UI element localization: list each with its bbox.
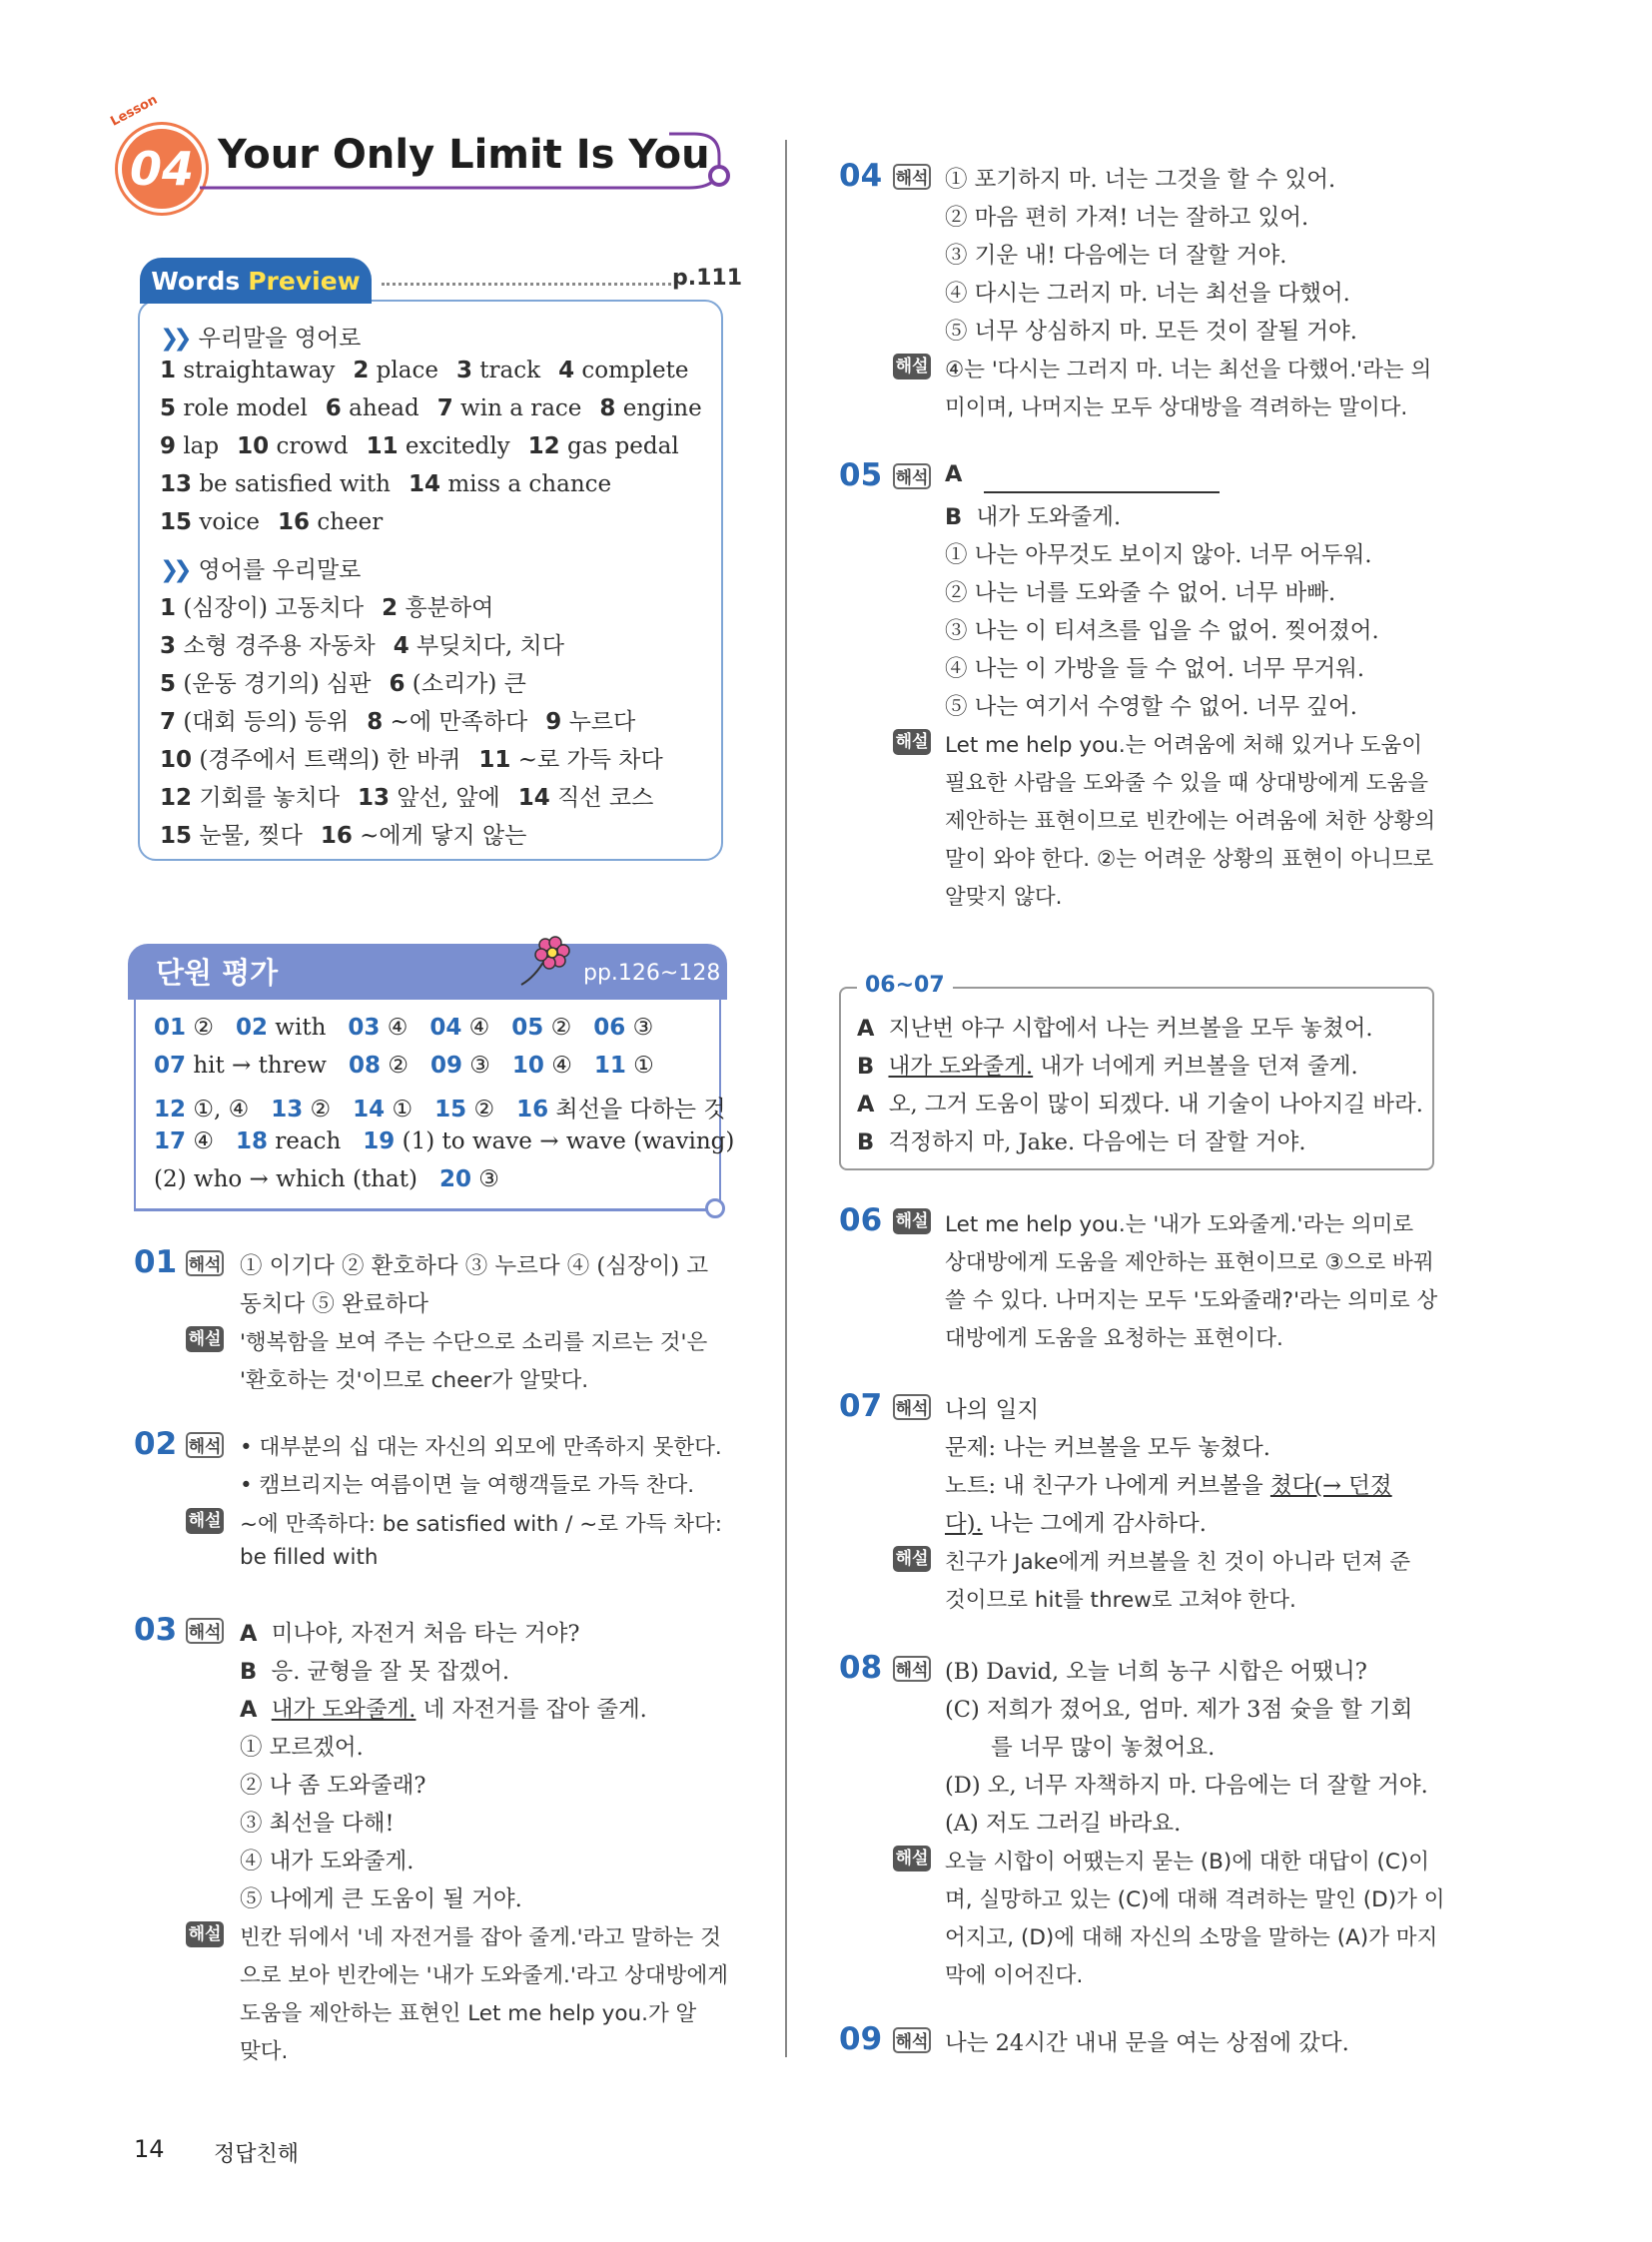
- item-text: 직선 코스: [557, 785, 654, 811]
- column-divider: [785, 140, 787, 2057]
- item-text: place: [376, 358, 438, 383]
- item-text: voice: [199, 509, 261, 535]
- page-number: 14: [134, 2135, 165, 2163]
- item-number: 05: [511, 1015, 544, 1041]
- item-number: 7: [160, 709, 177, 735]
- item-number: 12: [527, 433, 560, 459]
- question-number: 09: [839, 2021, 883, 2057]
- item-text: 누르다: [568, 709, 636, 735]
- translation-line: • 대부분의 십 대는 자신의 외모에 만족하지 못한다.: [240, 1435, 722, 1460]
- dialogue-line: (A) 저도 그러길 바라요.: [945, 1811, 1182, 1837]
- item-text: 기회를 놓치다: [199, 785, 340, 811]
- item-number: 1: [160, 595, 177, 621]
- section-title-en-to-ko: ❯❯ 영어를 우리말로: [160, 557, 362, 583]
- item-text: (운동 경기의) 심판: [183, 671, 372, 697]
- item-text: crowd: [276, 433, 349, 459]
- divider-end-dot: [705, 1198, 725, 1218]
- translation-line: 나의 일지: [945, 1397, 1040, 1423]
- question-number: 04: [839, 158, 883, 194]
- item-number: 10: [237, 433, 270, 459]
- explanation-badge: 해설: [186, 1921, 224, 1947]
- vocab-row: [160, 779, 653, 812]
- explanation-line: 제안하는 표현이므로 빈칸에는 어려움에 처한 상황의: [945, 809, 1436, 834]
- item-number: 01: [154, 1015, 187, 1041]
- translation-line: ① 이기다 ② 환호하다 ③ 누르다 ④ (심장이) 고: [240, 1253, 709, 1279]
- explanation-line: be filled with: [240, 1545, 379, 1570]
- item-number: 04: [429, 1015, 462, 1041]
- item-text: complete: [581, 358, 689, 383]
- vocab-row: [160, 817, 526, 850]
- explanation-line: 맞다.: [240, 2039, 289, 2064]
- explanation-line: 것이므로 hit를 threw로 고쳐야 한다.: [945, 1588, 1296, 1613]
- answer-row: [154, 1053, 654, 1079]
- item-text: win a race: [460, 395, 582, 421]
- item-number: 5: [160, 671, 177, 697]
- words-preview-title-b: Preview: [248, 266, 361, 296]
- item-text: be satisfied with: [199, 471, 391, 497]
- item-number: 15: [434, 1097, 467, 1122]
- item-text: ~에게 닿지 않는: [360, 823, 527, 849]
- answer-row: [154, 1166, 499, 1192]
- dialogue-line: A 오, 그거 도움이 많이 되겠다. 내 기술이 나아지길 바라.: [857, 1092, 1423, 1118]
- flower-icon: [515, 929, 581, 991]
- vocab-row: [160, 433, 679, 459]
- words-preview-tab: [140, 258, 372, 304]
- item-number: 03: [348, 1015, 381, 1041]
- answer-row: [154, 1015, 653, 1041]
- dialogue-line: B 응. 균형을 잘 못 잡겠어.: [240, 1659, 509, 1685]
- item-text: miss a chance: [447, 471, 612, 497]
- item-text: ④: [387, 1015, 409, 1041]
- item-number: 13: [160, 471, 193, 497]
- item-number: 11: [593, 1053, 626, 1079]
- item-text: (소리가) 큰: [412, 671, 526, 697]
- explanation-line: 미이며, 나머지는 모두 상대방을 격려하는 말이다.: [945, 395, 1408, 420]
- option-line: ② 나 좀 도와줄래?: [240, 1773, 426, 1799]
- option-line: ④ 내가 도와줄게.: [240, 1849, 414, 1874]
- item-text: 눈물, 찢다: [199, 823, 303, 849]
- item-text: 소형 경주용 자동차: [183, 633, 376, 659]
- explanation-line: Let me help you.는 어려움에 처해 있거나 도움이: [945, 733, 1423, 758]
- translation-line: 다). 나는 그에게 감사하다.: [945, 1511, 1207, 1537]
- item-text: hit → threw: [193, 1053, 327, 1079]
- option-line: ② 마음 편히 가져! 너는 잘하고 있어.: [945, 205, 1309, 231]
- item-text: lap: [183, 433, 220, 459]
- item-number: 09: [429, 1053, 462, 1079]
- item-text: straightaway: [183, 358, 336, 383]
- item-text: ~에 만족하다: [390, 709, 528, 735]
- dialogue-line: A: [945, 461, 963, 487]
- explanation-line: ~에 만족하다: be satisfied with / ~로 가득 차다:: [240, 1512, 723, 1537]
- vocab-row: [160, 509, 383, 535]
- dialogue-line: B 내가 도와줄게. 내가 너에게 커브볼을 던져 줄게.: [857, 1054, 1358, 1080]
- item-text: ②: [550, 1015, 572, 1041]
- item-number: 18: [235, 1128, 268, 1154]
- question-number: 08: [839, 1650, 883, 1686]
- dialogue-line: B 걱정하지 마, Jake. 다음에는 더 잘할 거야.: [857, 1129, 1306, 1155]
- item-text: ②: [193, 1015, 214, 1041]
- translation-line: 문제: 나는 커브볼을 모두 놓쳤다.: [945, 1435, 1270, 1461]
- item-text: 최선을 다하는 것: [555, 1097, 726, 1122]
- dialogue-line: A 내가 도와줄게. 네 자전거를 잡아 줄게.: [240, 1697, 647, 1723]
- explanation-line: 어지고, (D)에 대해 자신의 소망을 말하는 (A)가 마지: [945, 1925, 1438, 1950]
- explanation-badge: 해설: [893, 1208, 931, 1234]
- item-number: 1: [160, 358, 177, 383]
- lesson-number-badge: 04: [118, 125, 206, 213]
- item-text: ~로 가득 차다: [517, 747, 663, 773]
- item-text: with: [275, 1015, 327, 1041]
- item-number: 9: [160, 433, 177, 459]
- item-number: 11: [478, 747, 511, 773]
- item-number: 15: [160, 823, 193, 849]
- option-line: ③ 기운 내! 다음에는 더 잘할 거야.: [945, 243, 1287, 269]
- item-number: 14: [408, 471, 440, 497]
- question-number: 06: [839, 1202, 883, 1238]
- item-text: excitedly: [405, 433, 510, 459]
- explanation-line: 친구가 Jake에게 커브볼을 친 것이 아니라 던져 준: [945, 1550, 1411, 1575]
- item-number: 6: [325, 395, 342, 421]
- explanation-line: 도움을 제안하는 표현인 Let me help you.가 알: [240, 2001, 697, 2026]
- chevron-icon: ❯❯: [160, 557, 187, 583]
- item-number: 19: [363, 1128, 396, 1154]
- item-text: ①: [633, 1053, 654, 1079]
- item-number: 14: [517, 785, 550, 811]
- explanation-badge: 해설: [186, 1508, 224, 1534]
- dialogue-line: 를 너무 많이 놓쳤어요.: [991, 1735, 1216, 1761]
- item-number: 02: [235, 1015, 268, 1041]
- item-text: ②: [310, 1097, 332, 1122]
- item-text: (경주에서 트랙의) 한 바퀴: [199, 747, 461, 773]
- item-number: 06: [593, 1015, 626, 1041]
- option-line: ① 포기하지 마. 너는 그것을 할 수 있어.: [945, 167, 1336, 193]
- option-line: ③ 나는 이 티셔츠를 입을 수 없어. 찢어졌어.: [945, 618, 1379, 644]
- option-line: ⑤ 나는 여기서 수영할 수 없어. 너무 깊어.: [945, 694, 1357, 720]
- chevron-icon: ❯❯: [160, 326, 187, 352]
- item-number: 07: [154, 1053, 187, 1079]
- item-text: (2) who → which (that): [154, 1166, 417, 1192]
- translation-badge: 해석: [893, 1656, 931, 1682]
- explanation-line: 빈칸 뒤에서 '네 자전거를 잡아 줄게.'라고 말하는 것: [240, 1925, 721, 1950]
- item-number: 7: [436, 395, 453, 421]
- dialogue-line: (D) 오, 너무 자책하지 마. 다음에는 더 잘할 거야.: [945, 1773, 1428, 1799]
- item-number: 8: [599, 395, 616, 421]
- item-number: 4: [393, 633, 410, 659]
- option-line: ⑤ 나에게 큰 도움이 될 거야.: [240, 1886, 522, 1912]
- item-number: 13: [271, 1097, 304, 1122]
- option-line: ④ 다시는 그러지 마. 너는 최선을 다했어.: [945, 281, 1350, 307]
- item-text: 앞선, 앞에: [397, 785, 500, 811]
- vocab-row: [160, 703, 635, 736]
- item-text: ④: [551, 1053, 572, 1079]
- unit-eval-pages: pp.126~128: [583, 961, 721, 986]
- vocab-row: [160, 471, 611, 497]
- question-number: 01: [134, 1244, 178, 1280]
- answer-row: [154, 1091, 726, 1123]
- item-text: (대회 등의) 등위: [183, 709, 350, 735]
- explanation-badge: 해설: [186, 1326, 224, 1352]
- explanation-badge: 해설: [893, 354, 931, 379]
- translation-line: 나는 24시간 내내 문을 여는 상점에 갔다.: [945, 2030, 1349, 2056]
- item-number: 10: [511, 1053, 544, 1079]
- item-text: track: [479, 358, 541, 383]
- item-text: ④: [468, 1015, 490, 1041]
- item-number: 12: [154, 1097, 187, 1122]
- header-underline: [200, 126, 739, 206]
- item-number: 2: [382, 595, 399, 621]
- unit-eval-title: 단원 평가: [156, 956, 279, 990]
- dialogue-line: (B) David, 오늘 너희 농구 시합은 어땠니?: [945, 1659, 1367, 1685]
- dialogue-line: A 미나야, 자전거 처음 타는 거야?: [240, 1621, 580, 1647]
- lesson-title: Your Only Limit Is You: [218, 132, 710, 178]
- item-number: 3: [455, 358, 472, 383]
- question-number: 07: [839, 1388, 883, 1424]
- explanation-badge: 해설: [893, 1546, 931, 1572]
- item-text: (심장이) 고동치다: [183, 595, 365, 621]
- option-line: ② 나는 너를 도와줄 수 없어. 너무 바빠.: [945, 580, 1336, 606]
- translation-line: 동치다 ⑤ 완료하다: [240, 1291, 428, 1317]
- option-line: ① 나는 아무것도 보이지 않아. 너무 어두워.: [945, 542, 1372, 568]
- item-number: 8: [367, 709, 384, 735]
- explanation-line: ④는 '다시는 그러지 마. 너는 최선을 다했어.'라는 의: [945, 358, 1432, 382]
- item-number: 17: [154, 1128, 187, 1154]
- words-preview-page: p.111: [672, 266, 743, 291]
- dialogue-box-label: 06~07: [857, 973, 953, 998]
- item-text: 부딪치다, 치다: [416, 633, 564, 659]
- explanation-line: 대방에게 도움을 요청하는 표현이다.: [945, 1326, 1283, 1351]
- question-number: 02: [134, 1426, 178, 1462]
- explanation-line: '행복함을 보여 주는 수단으로 소리를 지르는 것'은: [240, 1330, 708, 1355]
- item-number: 13: [357, 785, 390, 811]
- item-text: reach: [275, 1128, 342, 1154]
- option-line: ① 모르겠어.: [240, 1735, 364, 1761]
- item-number: 16: [516, 1097, 549, 1122]
- item-text: ahead: [349, 395, 419, 421]
- translation-badge: 해석: [186, 1618, 224, 1644]
- dialogue-line: B 내가 도와줄게.: [945, 504, 1122, 530]
- translation-badge: 해석: [893, 1394, 931, 1420]
- words-preview-title-a: Words: [151, 266, 241, 296]
- item-text: ④: [193, 1128, 214, 1154]
- item-number: 08: [348, 1053, 381, 1079]
- translation-line: 노트: 내 친구가 나에게 커브볼을 쳤다(→ 던졌: [945, 1473, 1392, 1499]
- dialogue-line: (C) 저희가 졌어요, 엄마. 제가 3점 슛을 할 기회: [945, 1697, 1413, 1723]
- vocab-row: [160, 589, 493, 622]
- item-number: 16: [278, 509, 311, 535]
- translation-badge: 해석: [893, 2027, 931, 2053]
- translation-line: • 캠브리지는 여름이면 늘 여행객들로 가득 찬다.: [240, 1473, 695, 1498]
- item-number: 9: [545, 709, 562, 735]
- item-text: ②: [388, 1053, 409, 1079]
- divider: [134, 1208, 711, 1211]
- vocab-row: [160, 358, 688, 383]
- item-number: 2: [353, 358, 370, 383]
- dialogue-line: A 지난번 야구 시합에서 나는 커브볼을 모두 놓쳤어.: [857, 1016, 1373, 1042]
- explanation-badge: 해설: [893, 729, 931, 755]
- item-text: ②: [473, 1097, 495, 1122]
- explanation-line: '환호하는 것'이므로 cheer가 알맞다.: [240, 1368, 589, 1393]
- item-number: 4: [558, 358, 575, 383]
- item-text: role model: [183, 395, 308, 421]
- explanation-line: 으로 보아 빈칸에는 '내가 도와줄게.'라고 상대방에게: [240, 1963, 728, 1988]
- item-text: ③: [632, 1015, 654, 1041]
- item-text: ③: [478, 1166, 499, 1192]
- item-text: gas pedal: [567, 433, 679, 459]
- option-line: ⑤ 너무 상심하지 마. 모든 것이 잘될 거야.: [945, 319, 1357, 345]
- item-number: 11: [366, 433, 399, 459]
- item-number: 5: [160, 395, 177, 421]
- item-number: 6: [389, 671, 406, 697]
- question-number: 05: [839, 457, 883, 493]
- item-number: 10: [160, 747, 193, 773]
- item-number: 12: [160, 785, 193, 811]
- item-text: ①, ④: [193, 1097, 250, 1122]
- vocab-row: [160, 665, 526, 698]
- explanation-line: 오늘 시합이 어땠는지 묻는 (B)에 대한 대답이 (C)이: [945, 1850, 1429, 1874]
- answer-row: [154, 1128, 734, 1154]
- section-title-ko-to-en: ❯❯ 우리말을 영어로: [160, 326, 362, 352]
- explanation-line: 쓸 수 있다. 나머지는 모두 '도와줄래?'라는 의미로 상: [945, 1288, 1438, 1313]
- explanation-line: 필요한 사람을 도와줄 수 있을 때 상대방에게 도움을: [945, 771, 1428, 796]
- lesson-tag: Lesson: [108, 92, 161, 130]
- item-text: engine: [622, 395, 702, 421]
- item-number: 16: [320, 823, 353, 849]
- question-number: 03: [134, 1612, 178, 1648]
- explanation-line: Let me help you.는 '내가 도와줄게.'라는 의미로: [945, 1212, 1414, 1237]
- item-number: 3: [160, 633, 177, 659]
- vocab-row: [160, 627, 564, 660]
- explanation-line: 막에 이어진다.: [945, 1963, 1084, 1988]
- explanation-line: 상대방에게 도움을 제안하는 표현이므로 ③으로 바꿔: [945, 1250, 1434, 1275]
- explanation-line: 며, 실망하고 있는 (C)에 대해 격려하는 말인 (D)가 이: [945, 1887, 1445, 1912]
- item-number: 14: [353, 1097, 386, 1122]
- option-line: ④ 나는 이 가방을 들 수 없어. 너무 무거워.: [945, 656, 1365, 682]
- item-text: cheer: [317, 509, 384, 535]
- item-number: 20: [438, 1166, 471, 1192]
- explanation-line: 말이 와야 한다. ②는 어려운 상황의 표현이 아니므로: [945, 847, 1434, 872]
- translation-badge: 해석: [186, 1432, 224, 1458]
- item-text: (1) to wave → wave (waving): [402, 1128, 735, 1154]
- dotted-leader: [382, 283, 671, 286]
- item-text: 흥분하여: [405, 595, 494, 621]
- answer-blank: [984, 491, 1220, 493]
- option-line: ③ 최선을 다해!: [240, 1811, 395, 1837]
- translation-badge: 해석: [893, 463, 931, 489]
- vocab-row: [160, 395, 702, 421]
- item-text: ①: [392, 1097, 413, 1122]
- vocab-row: [160, 741, 663, 774]
- translation-badge: 해석: [186, 1250, 224, 1276]
- footer-title: 정답친해: [214, 2142, 300, 2167]
- item-number: 15: [160, 509, 193, 535]
- translation-badge: 해석: [893, 164, 931, 190]
- item-text: ③: [469, 1053, 490, 1079]
- explanation-line: 알맞지 않다.: [945, 885, 1063, 910]
- explanation-badge: 해설: [893, 1846, 931, 1871]
